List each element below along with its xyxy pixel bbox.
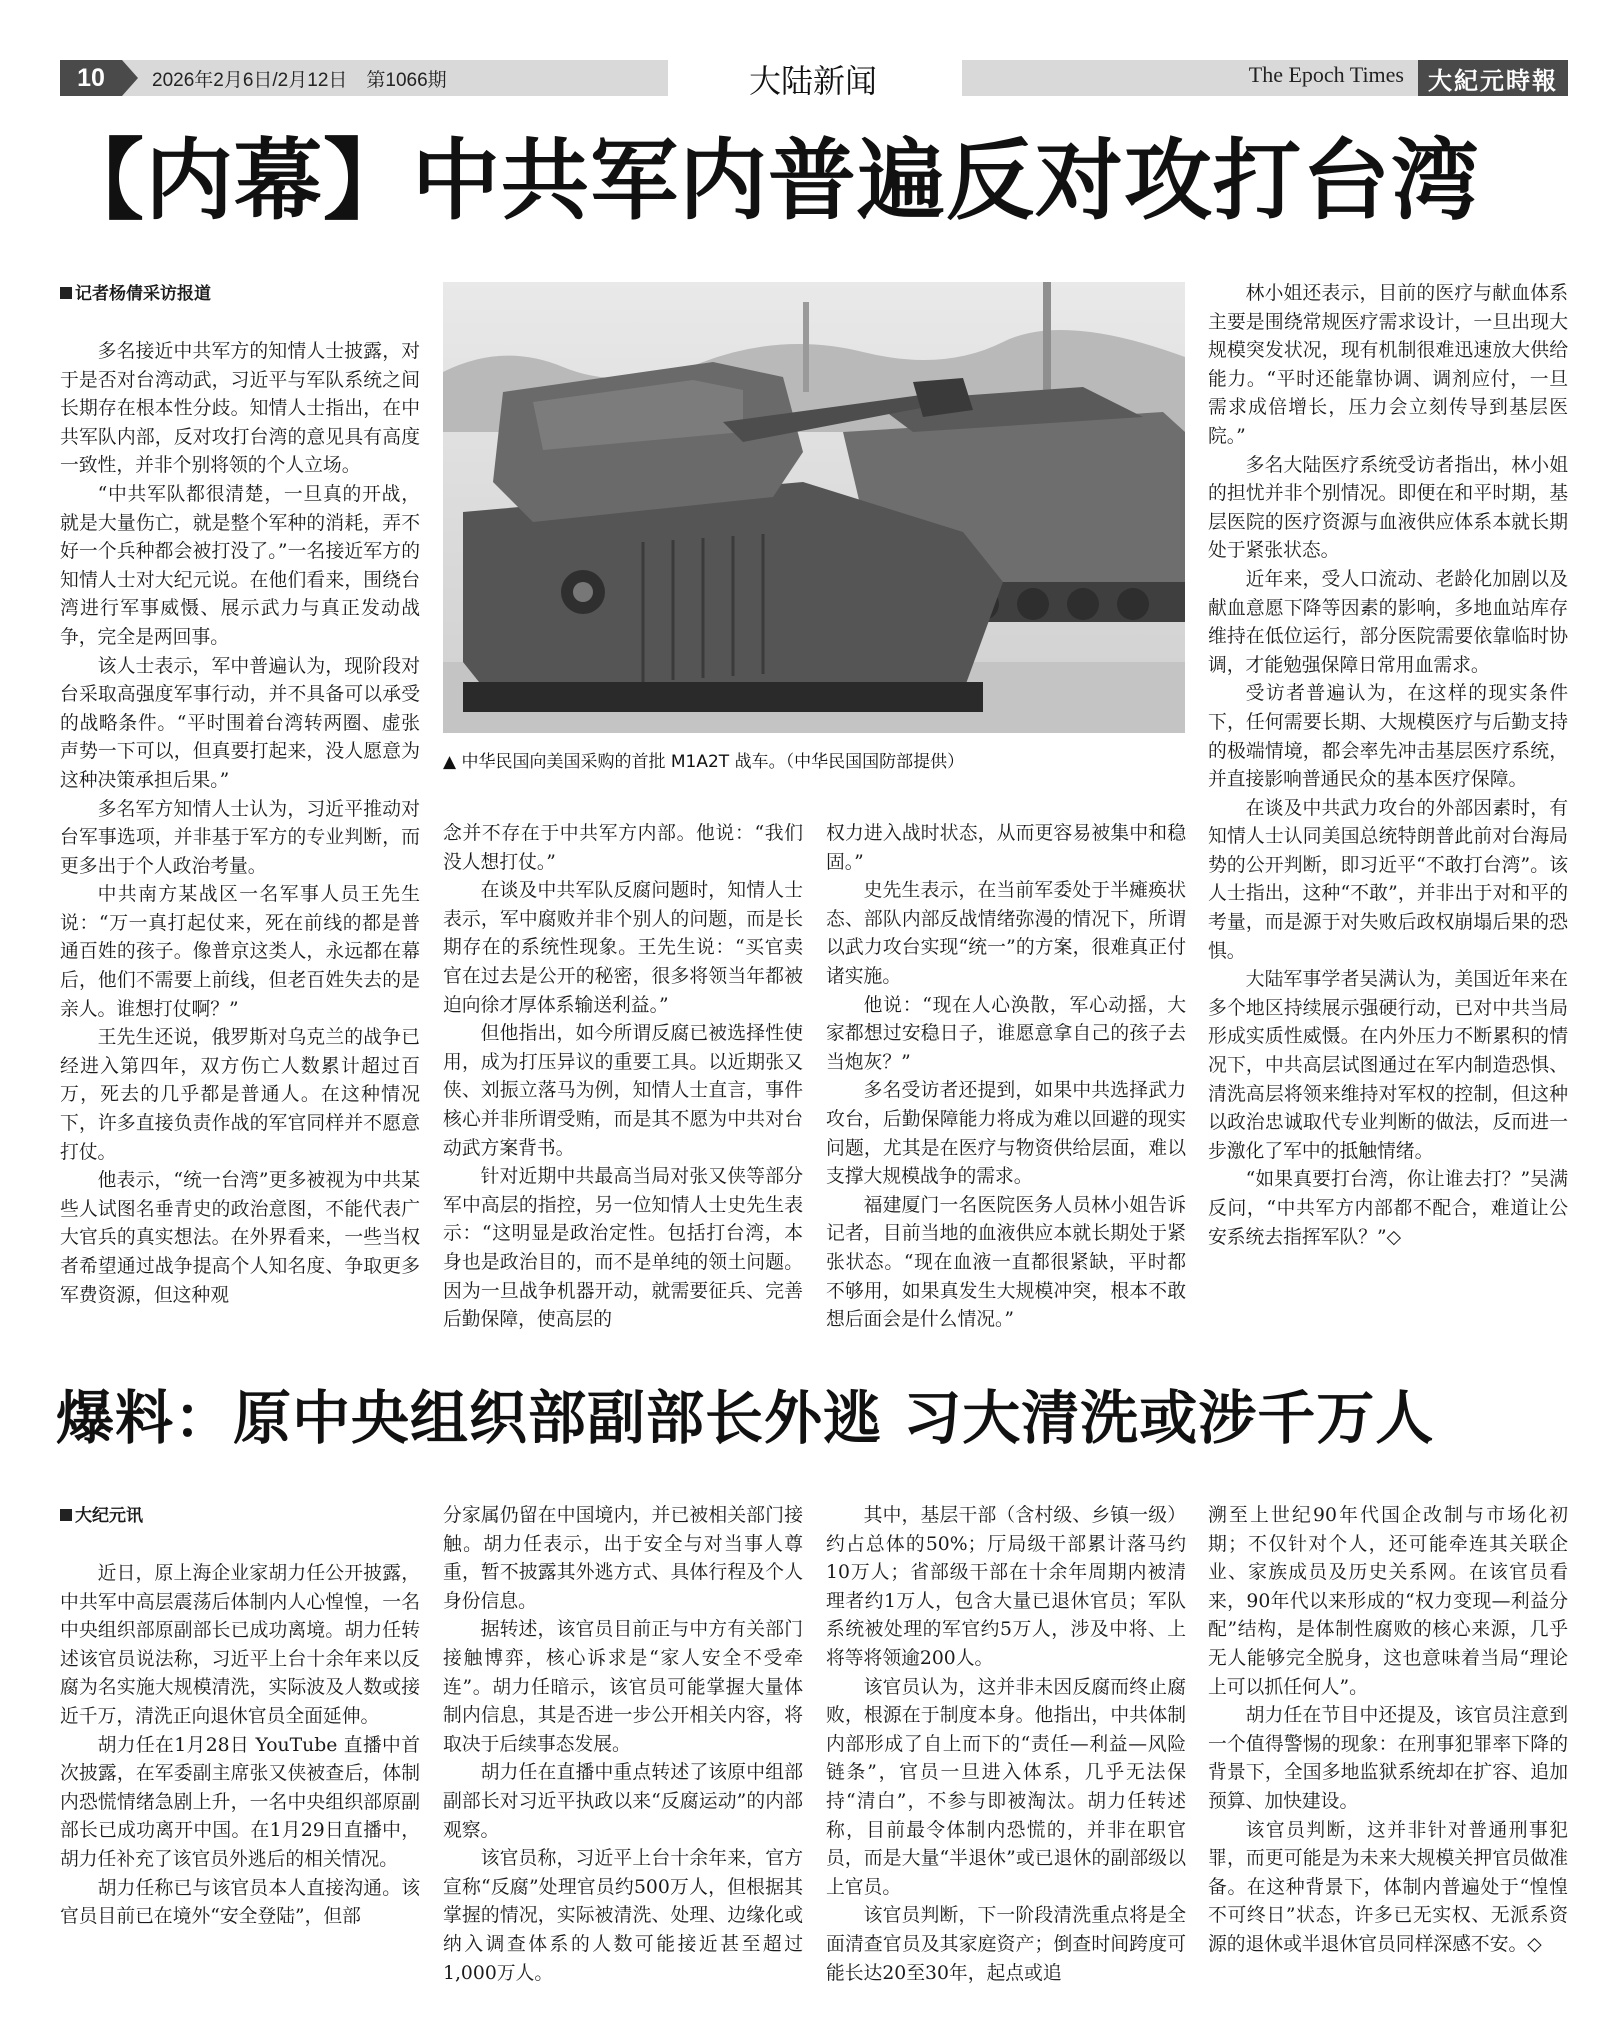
article1-paragraph: 多名军方知情人士认为，习近平推动对台军事选项，并非基于军方的专业判断，而更多出于个人政治考量。	[60, 798, 420, 877]
tank-illustration	[443, 282, 1185, 733]
photo-caption: ▲ 中华民国向美国采购的首批 M1A2T 战车。（中华民国国防部提供）	[443, 752, 965, 772]
article1-paragraph: 针对近期中共最高当局对张又侠等部分军中高层的指控，另一位知情人士史先生表示：“这明显是政治定性。包括打台湾，本身也是政治目的，而不是单纯的领土问题。因为一旦战争机器开动，就需要征兵、完善后勤保障，使高层的	[443, 1166, 803, 1331]
tank-photo	[443, 282, 1185, 733]
article1-paragraph: 在谈及中共武力攻台的外部因素时，有知情人士认同美国总统特朗普此前对台海局势的公开判断，即习近平“不敢打台湾”。该人士指出，这种“不敢”，并非出于对和平的考量，而是源于对失败后政权崩塌后果的恐惧。	[1208, 797, 1568, 962]
article1-headline: 【内幕】中共军内普遍反对攻打台湾	[56, 129, 1481, 232]
square-bullet-icon	[60, 287, 72, 299]
article1-paragraph: 王先生还说，俄罗斯对乌克兰的战争已经进入第四年，双方伤亡人数累计超过百万，死去的几乎都是普通人。在这种情况下，许多直接负责作战的军官同样并不愿意打仗。	[60, 1027, 420, 1163]
article2-column-2	[443, 1502, 803, 1988]
article2-column-4	[1208, 1502, 1568, 1960]
article1-paragraph: 福建厦门一名医院医务人员林小姐告诉记者，目前当地的血液供应本就长期处于紧张状态。“现在血液一直都很紧缺，平时都不够用，如果真发生大规模冲突，根本不敢想后面会是什么情况。”	[826, 1194, 1186, 1331]
brand-logo: 大紀元時報	[1418, 60, 1568, 96]
article1-paragraph: 在谈及中共军队反腐问题时，知情人士表示，军中腐败并非个别人的问题，而是长期存在的系统性现象。王先生说：“买官卖官在过去是公开的秘密，很多将领当年都被迫向徐才厚体系输送利益。”	[443, 880, 803, 1016]
article1-paragraph: 念并不存在于中共军方内部。他说：“我们没人想打仗。”	[443, 823, 803, 873]
article2-paragraph: 该官员认为，这并非未因反腐而终止腐败，根源在于制度本身。他指出，中共体制内部形成了自上而下的“责任—利益—风险链条”，官员一旦进入体系，几乎无法保持“清白”，不参与即被淘汰。胡力任转述称，目前最令体制内恐慌的，并非在职官员，而是大量“半退休”或已退休的副部级以上官员。	[826, 1676, 1186, 1898]
article2-column-3	[826, 1502, 1186, 1988]
article1-paragraph: 中共南方某战区一名军事人员王先生说：“万一真打起仗来，死在前线的都是普通百姓的孩子。像普京这类人，永远都在幕后，他们不需要上前线，但老百姓失去的是亲人。谁想打仗啊？”	[60, 884, 420, 1020]
square-bullet-icon	[60, 1509, 72, 1521]
article2-paragraph: 据转述，该官员目前正与中方有关部门接触博弈，核心诉求是“家人安全不受牵连”。胡力任暗示，该官员可能掌握大量体制内信息，其是否进一步公开相关内容，将取决于后续事态发展。	[443, 1619, 803, 1755]
article2-paragraph: 其中，基层干部（含村级、乡镇一级）约占总体的50%；厅局级干部累计落马约10万人；省部级干部在十余年周期内被清理者约1万人，包含大量已退休官员；军队系统被处理的军官约5万人，涉及中将、上将等将领逾200人。	[826, 1505, 1186, 1669]
article2-column-1	[60, 1502, 420, 1932]
article2-paragraph: 溯至上世纪90年代国企改制与市场化初期；不仅针对个人，还可能牵连其关联企业、家族成员及历史关系网。在该官员看来，90年代以来形成的“权力变现—利益分配”结构，是体制性腐败的核心来源，几乎无人能够完全脱身，这也意味着当局“理论上可以抓任何人”。	[1208, 1505, 1568, 1698]
article1-paragraph: 他表示，“统一台湾”更多被视为中共某些人试图名垂青史的政治意图，不能代表广大官兵的真实想法。在外界看来，一些当权者希望通过战争提高个人知名度、争取更多军费资源，但这种观	[60, 1170, 420, 1306]
article1-paragraph: 多名受访者还提到，如果中共选择武力攻台，后勤保障能力将成为难以回避的现实问题，尤其是在医疗与物资供给层面，难以支撑大规模战争的需求。	[826, 1080, 1186, 1188]
article2-paragraph: 该官员判断，下一阶段清洗重点将是全面清查官员及其家庭资产；倒查时间跨度可能长达20至30年，起点或追	[826, 1905, 1186, 1984]
article1-column-2	[443, 820, 803, 1335]
article1-paragraph: 他说：“现在人心涣散，军心动摇，大家都想过安稳日子，谁愿意拿自己的孩子去当炮灰？”	[826, 994, 1186, 1073]
article2-paragraph: 分家属仍留在中国境内，并已被相关部门接触。胡力任表示，出于安全与对当事人尊重，暂不披露其外逃方式、具体行程及个人身份信息。	[443, 1505, 803, 1612]
article1-paragraph: 林小姐还表示，目前的医疗与献血体系主要是围绕常规医疗需求设计，一旦出现大规模突发状况，现有机制很难迅速放大供给能力。“平时还能靠协调、调剂应付，一旦需求成倍增长，压力会立刻传导到基层医院。”	[1208, 283, 1568, 447]
article1-column-4	[1208, 280, 1568, 1252]
article1-column-3	[826, 820, 1186, 1335]
article1-paragraph: “如果真要打台湾，你让谁去打？”吴满反问，“中共军方内部都不配合，难道让公安系统去指挥军队？”◇	[1208, 1169, 1568, 1248]
article1-paragraph: 多名接近中共军方的知情人士披露，对于是否对台湾动武，习近平与军队系统之间长期存在根本性分歧。知情人士指出，在中共军队内部，反对攻打台湾的意见具有高度一致性，并非个别将领的个人立场。	[60, 341, 420, 477]
article1-paragraph: 该人士表示，军中普遍认为，现阶段对台采取高强度军事行动，并不具备可以承受的战略条件。“平时围着台湾转两圈、虚张声势一下可以，但真要打起来，没人愿意为这种决策承担后果。”	[60, 655, 420, 791]
article2-paragraph: 胡力任在节目中还提及，该官员注意到一个值得警惕的现象：在刑事犯罪率下降的背景下，全国多地监狱系统却在扩容、追加预算、加快建设。	[1208, 1705, 1568, 1812]
section-title: 大陆新闻	[748, 62, 877, 100]
article1-paragraph: 但他指出，如今所谓反腐已被选择性使用，成为打压异议的重要工具。以近期张又侠、刘振立落马为例，知情人士直言，事件核心并非所谓受贿，而是其不愿为中共对台动武方案背书。	[443, 1023, 803, 1159]
brand-english: The Epoch Times	[1248, 62, 1404, 87]
article1-paragraph: 多名大陆医疗系统受访者指出，林小姐的担忧并非个别情况。即便在和平时期，基层医院的医疗资源与血液供应体系本就长期处于紧张状态。	[1208, 454, 1568, 562]
article1-byline: 记者杨倩采访报道	[60, 280, 420, 308]
article2-headline: 爆料：原中央组织部副部长外逃 习大清洗或涉千万人	[56, 1384, 1435, 1452]
issue-date: 2026年2月6日/2月12日 第1066期	[152, 69, 447, 91]
article2-paragraph: 近日，原上海企业家胡力任公开披露，中共军中高层震荡后体制内人心惶惶，一名中央组织部原副部长已成功离境。胡力任转述该官员说法称，习近平上台十余年来以反腐为名实施大规模清洗，实际波及人数或接近千万，清洗正向退休官员全面延伸。	[60, 1563, 420, 1727]
article2-byline: 大纪元讯	[60, 1502, 420, 1530]
article2-paragraph: 该官员称，习近平上台十余年来，官方宣称“反腐”处理官员约500万人，但根据其掌握的情况，实际被清洗、处理、边缘化或纳入调查体系的人数可能接近甚至超过1,000万人。	[443, 1848, 803, 1984]
article1-paragraph: 大陆军事学者吴满认为，美国近年来在多个地区持续展示强硬行动，已对中共当局形成实质性威慑。在内外压力不断累积的情况下，中共高层试图通过在军内制造恐惧、清洗高层将领来维持对军权的控制，但这种以政治忠诚取代专业判断的做法，反而进一步激化了军中的抵触情绪。	[1208, 969, 1568, 1162]
article1-column-1	[60, 280, 420, 1310]
article1-paragraph: 近年来，受人口流动、老龄化加剧以及献血意愿下降等因素的影响，多地血站库存维持在低位运行，部分医院需要依靠临时协调，才能勉强保障日常用血需求。	[1208, 568, 1568, 676]
article2-paragraph: 胡力任在1月28日 YouTube 直播中首次披露，在军委副主席张又侠被查后，体制内恐慌情绪急剧上升，一名中央组织部原副部长已成功离开中国。在1月29日直播中，胡力任补充了该官员外逃后的相关情况。	[60, 1734, 420, 1870]
article1-paragraph: 权力进入战时状态，从而更容易被集中和稳固。”	[826, 823, 1186, 873]
header-left-bar	[60, 60, 668, 96]
article1-paragraph: 史先生表示，在当前军委处于半瘫痪状态、部队内部反战情绪弥漫的情况下，所谓以武力攻台实现“统一”的方案，很难真正付诸实施。	[826, 880, 1186, 987]
header-right-bar	[962, 60, 1568, 96]
article2-paragraph: 胡力任在直播中重点转述了该原中组部副部长对习近平执政以来“反腐运动”的内部观察。	[443, 1762, 803, 1841]
article2-paragraph: 该官员判断，这并非针对普通刑事犯罪，而更可能是为未来大规模关押官员做准备。在这种背景下，体制内普遍处于“惶惶不可终日”状态，许多已无实权、无派系资源的退休或半退休官员同样深感不安。◇	[1208, 1819, 1568, 1955]
article1-paragraph: “中共军队都很清楚，一旦真的开战，就是大量伤亡，就是整个军种的消耗，弄不好一个兵种都会被打没了。”一名接近军方的知情人士对大纪元说。在他们看来，围绕台湾进行军事威慑、展示武力与真正发动战争，完全是两回事。	[60, 483, 420, 648]
article1-paragraph: 受访者普遍认为，在这样的现实条件下，任何需要长期、大规模医疗与后勤支持的极端情境，都会率先冲击基层医疗系统，并直接影响普通民众的基本医疗保障。	[1208, 683, 1568, 791]
article2-paragraph: 胡力任称已与该官员本人直接沟通。该官员目前已在境外“安全登陆”，但部	[60, 1877, 420, 1928]
page-number: 10	[60, 60, 122, 96]
